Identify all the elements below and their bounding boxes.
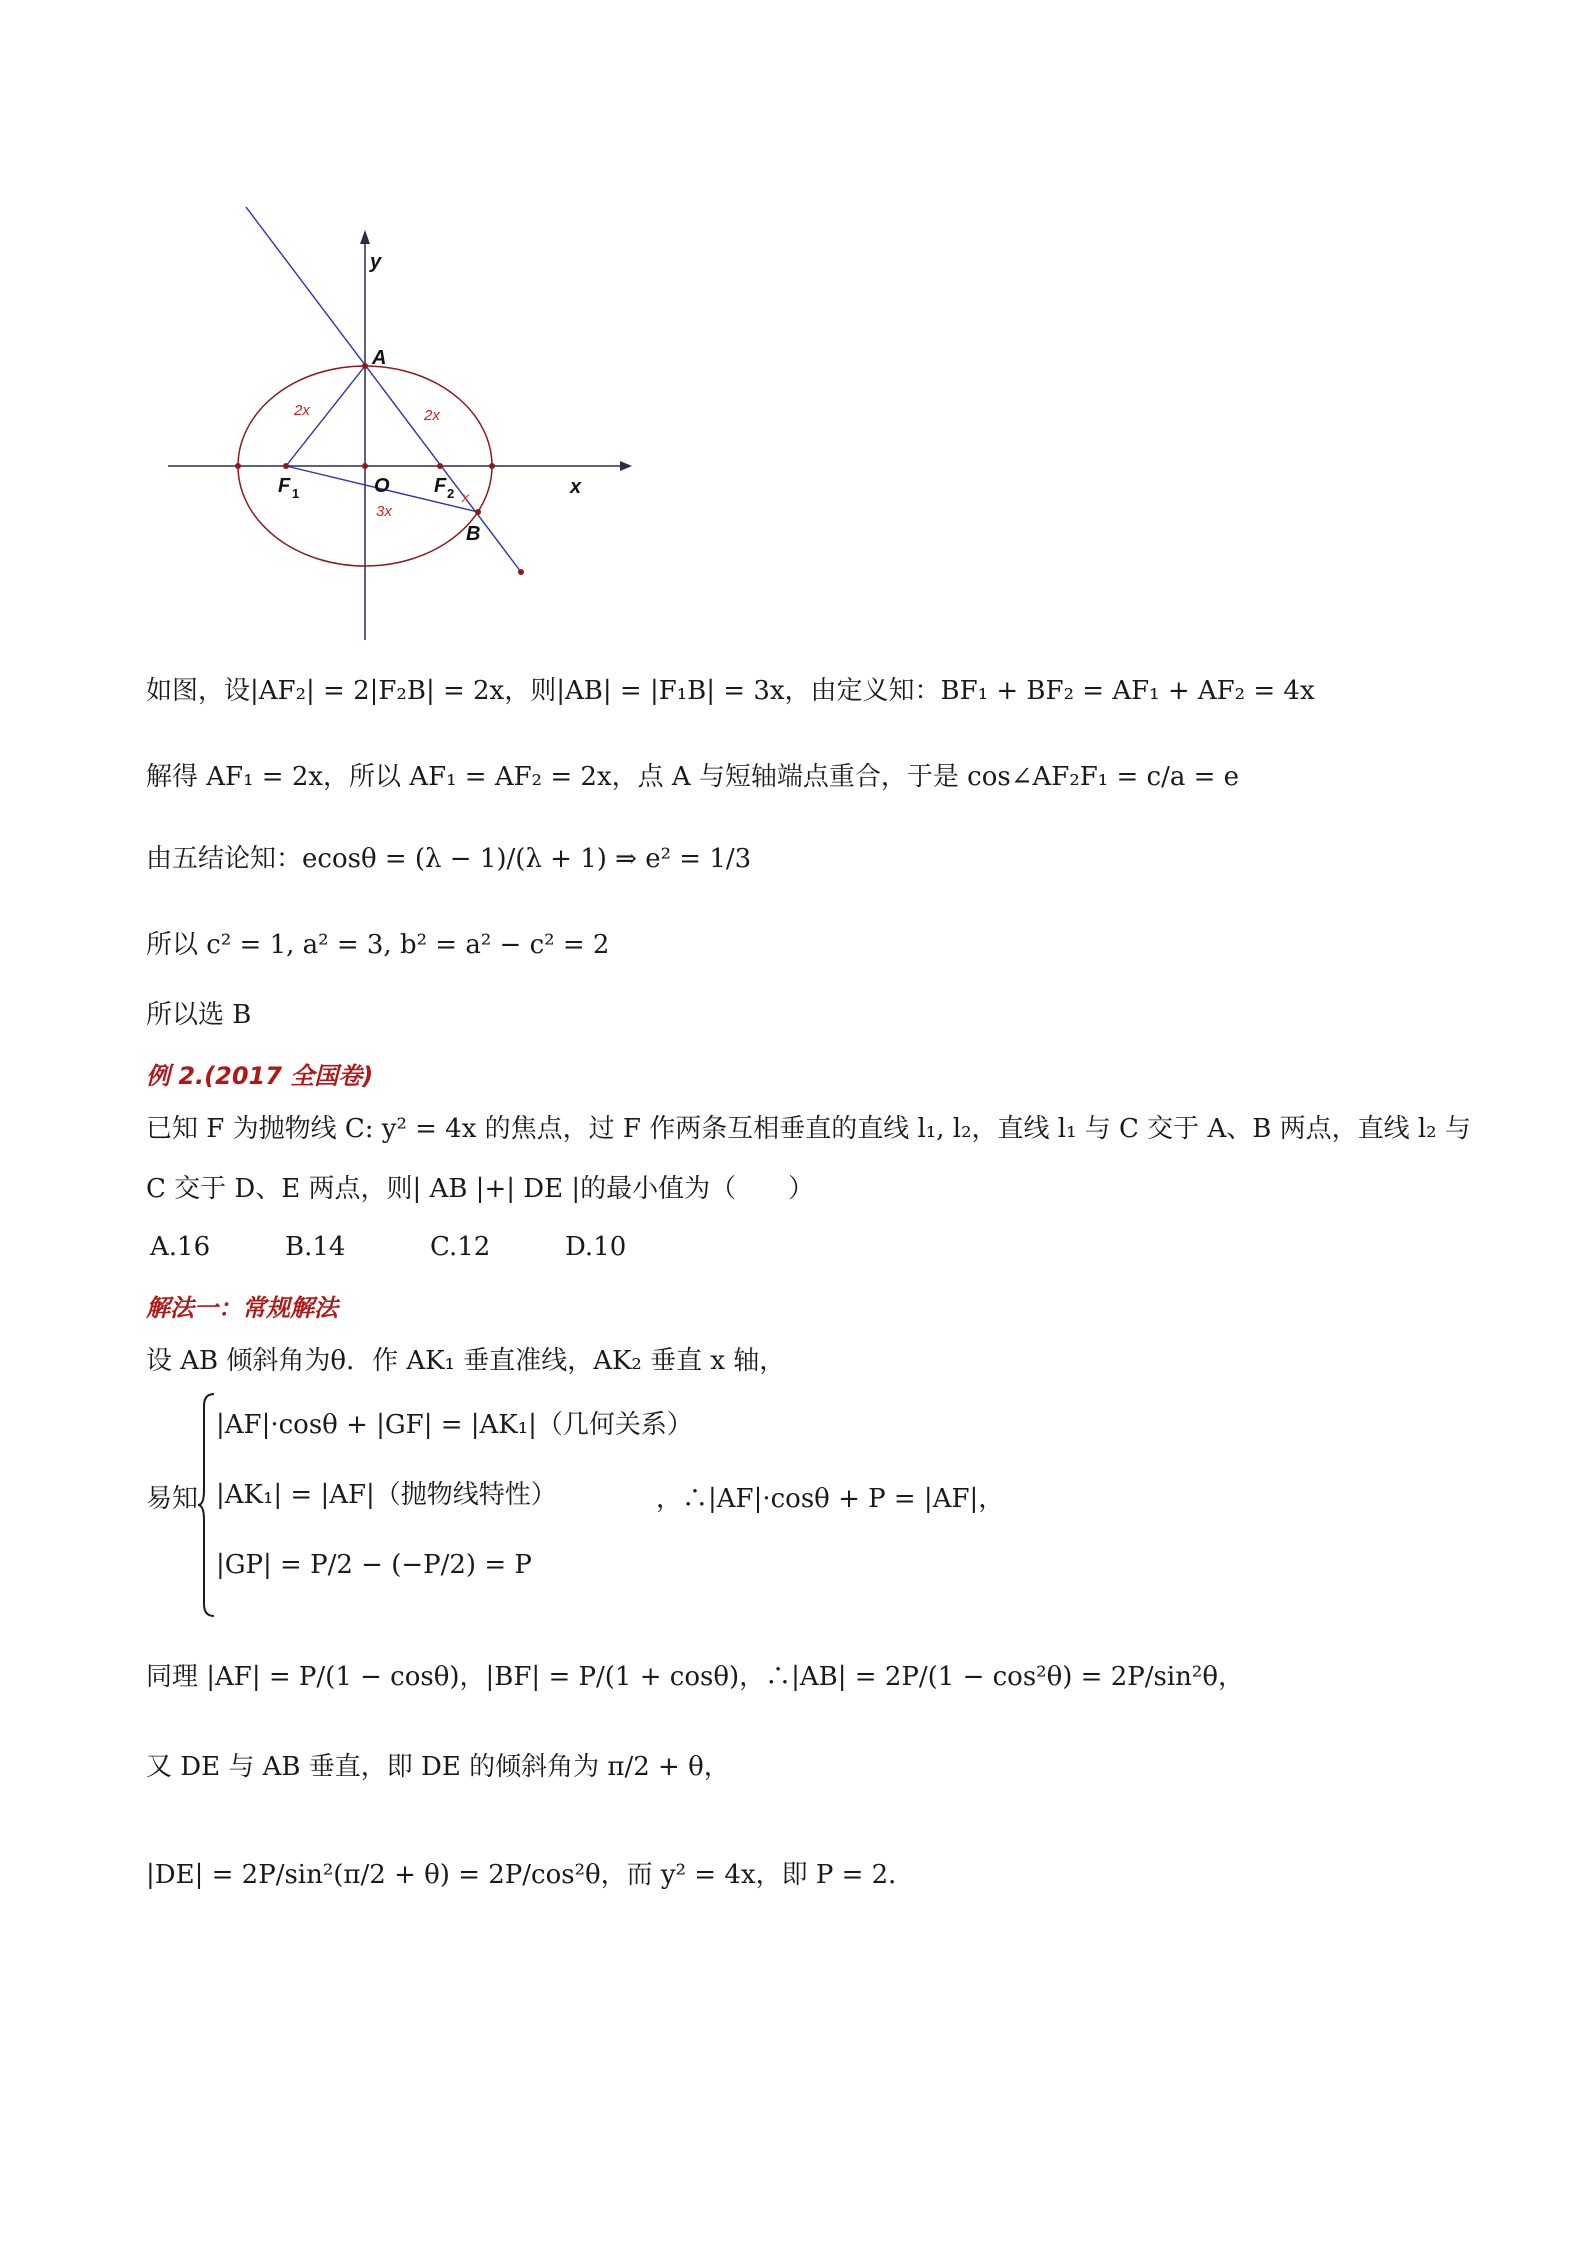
label-A: A: [372, 347, 387, 369]
point-O: [362, 463, 368, 469]
solution-line-2: 解得 AF₁ = 2x，所以 AF₁ = AF₂ = 2x，点 A 与短轴端点重合，于是 cos∠AF₂F₁ = c/a = e: [146, 762, 1240, 792]
result-line-3: |DE| = 2P/sin²(π/2 + θ) = 2P/cos²θ，而 y² = 4x，即 P = 2．: [146, 1860, 915, 1890]
point-left-vertex: [235, 463, 241, 469]
option-b: B.14: [285, 1232, 346, 1262]
label-F2: F: [434, 475, 447, 497]
solution-line-5: 所以选 B: [146, 1000, 252, 1030]
brace-icon: [198, 1390, 218, 1620]
label-y: y: [370, 251, 382, 273]
ellipse-figure: [0, 0, 1587, 660]
point-end: [518, 569, 524, 575]
question-line-1: 已知 F 为抛物线 C: y² = 4x 的焦点，过 F 作两条互相垂直的直线 l₁, l₂，直线 l₁ 与 C 交于 A、B 两点，直线 l₂ 与: [146, 1114, 1471, 1144]
option-c: C.12: [430, 1232, 491, 1262]
solution-line-4: 所以 c² = 1, a² = 3, b² = a² − c² = 2: [146, 930, 610, 960]
result-line-1: 同理 |AF| = P/(1 − cosθ)，|BF| = P/(1 + cosθ)，∴|AB| = 2P/(1 − cos²θ) = 2P/sin²θ，: [146, 1662, 1244, 1692]
x-axis-arrow: [620, 461, 632, 471]
label-O: O: [374, 475, 390, 497]
therefore-line: ，∴|AF|·cosθ + P = |AF|，: [656, 1484, 1005, 1514]
y-axis-arrow: [360, 230, 370, 244]
question-line-2: C 交于 D、E 两点，则| AB |+| DE |的最小值为（ ）: [146, 1174, 815, 1204]
label-F1: F: [278, 475, 291, 497]
result-line-2: 又 DE 与 AB 垂直，即 DE 的倾斜角为 π/2 + θ，: [146, 1752, 730, 1782]
point-F1: [283, 463, 289, 469]
method-line-1: 设 AB 倾斜角为θ．作 AK₁ 垂直准线，AK₂ 垂直 x 轴，: [146, 1346, 786, 1376]
note-2x-left: 2x: [294, 402, 310, 419]
option-d: D.10: [565, 1232, 627, 1262]
label-yizhi: 易知: [146, 1484, 199, 1514]
method-title: 解法一：常规解法: [146, 1294, 338, 1322]
note-x-small: x: [462, 489, 469, 505]
brace-line-1: |AF|·cosθ + |GF| = |AK₁|（几何关系）: [216, 1410, 693, 1440]
label-B: B: [466, 523, 481, 545]
system-block: [146, 1390, 1246, 1620]
point-right-vertex: [489, 463, 495, 469]
label-F1-sub: 1: [292, 486, 300, 501]
note-2x-right: 2x: [424, 407, 440, 424]
point-A: [362, 363, 368, 369]
brace-line-3: |GP| = P/2 − (−P/2) = P: [216, 1550, 532, 1580]
label-F2-sub: 2: [447, 486, 455, 501]
point-F2: [437, 463, 443, 469]
example-title: 例 2.(2017 全国卷): [146, 1062, 374, 1090]
label-x: x: [570, 476, 582, 498]
solution-line-1: 如图，设|AF₂| = 2|F₂B| = 2x，则|AB| = |F₁B| = 3x，由定义知：BF₁ + BF₂ = AF₁ + AF₂ = 4x: [146, 676, 1315, 706]
point-B: [475, 509, 481, 515]
solution-line-3: 由五结论知：ecosθ = (λ − 1)/(λ + 1) ⇒ e² = 1/3: [146, 844, 752, 874]
note-3x-bottom: 3x: [376, 503, 392, 520]
brace-lines: [216, 1390, 693, 1600]
option-a: A.16: [150, 1232, 211, 1262]
brace-line-2: |AK₁| = |AF|（抛物线特性）: [216, 1480, 557, 1510]
